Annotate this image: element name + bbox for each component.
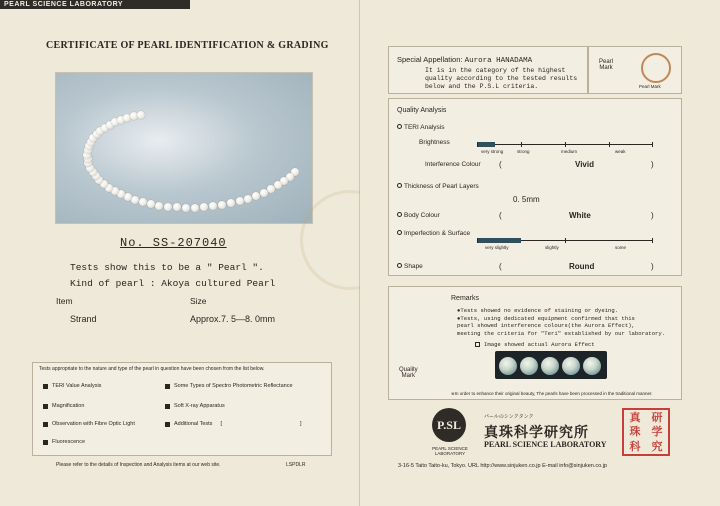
- pearl: [252, 192, 260, 200]
- brightness-scale-label: very strong: [481, 149, 504, 154]
- pearl: [182, 204, 190, 212]
- pearl: [137, 111, 145, 119]
- radio-icon: [397, 230, 402, 235]
- procedure-intro: Tests appropriate to the nature and type of the pearl in question have been chosen from the list below.: [39, 366, 265, 372]
- pearl: [260, 189, 268, 197]
- certificate-right-page: [360, 0, 720, 506]
- checkbox-icon: [165, 422, 170, 427]
- item-label: Item: [56, 296, 73, 306]
- pearl: [209, 202, 217, 210]
- thickness-label: Thickness of Pearl Layers: [397, 183, 479, 190]
- test-result: Tests show this to be a " Pearl ".: [70, 262, 264, 273]
- radio-icon: [397, 212, 402, 217]
- procedure-item: Magnification: [43, 403, 84, 409]
- pearl: [164, 203, 172, 211]
- pearl-mark-box: [588, 46, 682, 94]
- lab-address: 3-16-5 Taito Taito-ku, Tokyo. URL http://www.sinjuken.co.jp E-mail info@sinjuken.co.jp: [398, 463, 607, 469]
- remarks-box: [388, 286, 682, 400]
- pearl-kind: Kind of pearl : Akoya cultured Pearl: [70, 278, 276, 289]
- certificate-title: CERTIFICATE OF PEARL IDENTIFICATION & GRADING: [46, 40, 329, 51]
- certificate-number: No. SS-207040: [120, 236, 227, 250]
- quality-analysis-title: Quality Analysis: [397, 107, 447, 114]
- remarks-title: Remarks: [451, 295, 480, 302]
- footer-code: LSPDLR: [286, 462, 306, 468]
- item-value: Strand: [70, 314, 97, 324]
- brightness-fill: [477, 142, 495, 147]
- checkbox-icon: [165, 404, 170, 409]
- radio-icon: [397, 124, 402, 129]
- pearl: [244, 195, 252, 203]
- checkbox-icon: [43, 384, 48, 389]
- imperfection-scale-label: very slightly: [485, 245, 509, 250]
- image-note: Image showed actual Aurora Effect: [475, 341, 595, 348]
- procedure-item: TERI Value Analysis: [43, 383, 101, 389]
- checkbox-icon: [43, 440, 48, 445]
- lab-seal: 真 研 珠 学 科 究: [622, 408, 670, 456]
- aurora-effect-image: [495, 351, 607, 379]
- remarks-text: ●Tests showed no evidence of staining or dyeing. ●Tests, using dedicated equipment confirmed that this pearl showed interference colours(the Aurora Effect), meeting the criteria for "Teri" established by our laboratory.: [457, 307, 666, 337]
- brightness-scale-label: weak: [615, 149, 626, 154]
- pearl: [124, 193, 132, 201]
- checkbox-icon: [165, 384, 170, 389]
- checkbox-icon: [43, 422, 48, 427]
- procedure-item: Some Types of Spectro Photometric Reflectance: [165, 383, 293, 389]
- pearl-mark-label: Pearl Mark: [599, 59, 614, 71]
- footer-note: Please refer to the details of Inspection and Analysis items at our web site.: [56, 462, 221, 468]
- pearl: [227, 199, 235, 207]
- pearl: [267, 185, 275, 193]
- size-value: Approx.7. 5—8. 0mm: [190, 314, 276, 324]
- pearl: [200, 203, 208, 211]
- imperfection-fill: [477, 238, 521, 243]
- radio-icon: [397, 263, 402, 268]
- shape-value: Round: [569, 262, 595, 271]
- teri-analysis-label: TERI Analysis: [397, 124, 444, 131]
- brightness-scale-label: strong: [517, 149, 530, 154]
- procedure-item: Observation with Fibre Optic Light: [43, 421, 135, 427]
- pearl: [218, 201, 226, 209]
- imperfection-scale: [477, 240, 653, 241]
- pearl-mark-caption: Pearl Mark: [639, 84, 661, 89]
- lab-banner: PEARL SCIENCE LABORATORY: [0, 0, 190, 9]
- checkbox-icon: [475, 342, 480, 347]
- brightness-scale: [477, 144, 653, 145]
- pearl-necklace-photo: [55, 72, 313, 224]
- pearl: [147, 200, 155, 208]
- lab-name-jp: 真珠科学研究所: [484, 425, 589, 441]
- imperfection-scale-label: some: [615, 245, 627, 250]
- brightness-scale-label: medium: [561, 149, 578, 154]
- lab-name-en: PEARL SCIENCE LABORATORY: [484, 440, 607, 449]
- remarks-footnote: ※In order to enhance their original beauty, The pearls have been processed in the traditional manner.: [451, 391, 653, 396]
- special-appellation-value: Aurora HANADAMA: [464, 57, 533, 65]
- pearl: [173, 203, 181, 211]
- radio-icon: [397, 183, 402, 188]
- special-appellation-desc: It is in the category of the highest quality according to the tested results below and the P.S.L criteria.: [425, 67, 578, 90]
- psl-logo: P.SL: [432, 408, 466, 442]
- interference-colour-value: Vivid: [575, 160, 594, 169]
- pearl-mark-icon: [641, 53, 671, 83]
- procedure-item: Additional Tests [ ]: [165, 421, 302, 427]
- thickness-value: 0. 5mm: [513, 195, 540, 204]
- pearl: [236, 197, 244, 205]
- body-colour-label: Body Colour: [397, 212, 440, 219]
- checkbox-icon: [43, 404, 48, 409]
- pearl: [131, 196, 139, 204]
- body-colour-value: White: [569, 211, 591, 220]
- procedure-box: [32, 362, 332, 456]
- imperfection-label: Imperfection & Surface: [397, 230, 470, 237]
- procedure-item: Fluorescence: [43, 439, 85, 445]
- procedure-item: Soft X-ray Apparatus: [165, 403, 225, 409]
- lab-katakana: パールのシンクタンク: [484, 414, 534, 420]
- shape-label: Shape: [397, 263, 423, 270]
- pearl: [155, 202, 163, 210]
- brightness-label: Brightness: [419, 139, 450, 146]
- pearl: [139, 198, 147, 206]
- pearl: [191, 204, 199, 212]
- quality-analysis-box: Quality Analysis TERI Analysis Brightness very strong strong medium weak Interference Colour ( Vivid ) Thickness of Pearl Layers 0. 5mm Body Colour ( White ) Imperfection & Surface very slightly slightly some Shape ( Round ): [388, 98, 682, 276]
- size-label: Size: [190, 296, 207, 306]
- interference-colour-label: Interference Colour: [425, 161, 481, 168]
- logo-caption: PEARL SCIENCE LABORATORY: [432, 446, 468, 456]
- pearl: [274, 181, 282, 189]
- imperfection-scale-label: slightly: [545, 245, 559, 250]
- special-appellation-box: [388, 46, 588, 94]
- special-appellation-label: Special Appellation:: [397, 55, 463, 64]
- quality-mark-label: Quality Mark: [399, 367, 418, 379]
